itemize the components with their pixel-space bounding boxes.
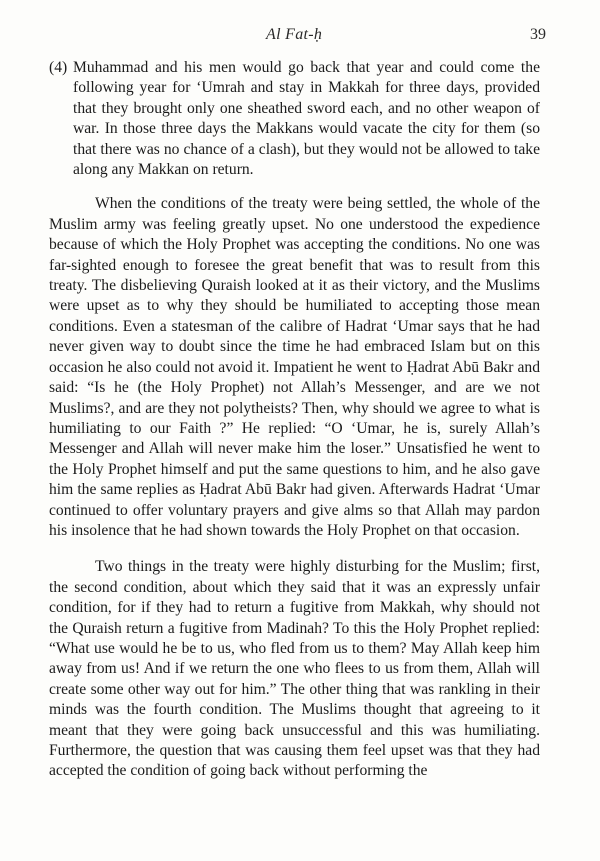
list-item-number: (4) (49, 59, 68, 76)
running-title: Al Fat-ḥ (266, 26, 323, 43)
page-number: 39 (530, 26, 546, 43)
body-text (49, 58, 540, 782)
list-item-condition-4 (49, 58, 540, 180)
running-header (48, 26, 548, 50)
paragraph: Two things in the treaty were highly disturbing for the Muslim; first, the second condition, about which they said that it was an expressly unfair condition, for if they had to return a fugitive from Makkah, why should not the Quraish return a fugitive from Madinah? To this the Holy Prophet replied: “What use would he be to us, who fled from us to them? May Allah keep him away from us! And if we return the one who flees to us from them, Allah will create some other way out for him.” The other thing that was rankling in their minds was the fourth condition. The Muslims thought that agreeing to it meant that they were going back unsuccessful and this was humiliating. Furthermore, the question that was causing them feel upset was that they had accepted the condition of going back without performing the (49, 558, 540, 780)
paragraph: When the conditions of the treaty were being settled, the whole of the Muslim army was feeling greatly upset. No one understood the expedience because of which the Holy Prophet was accepting the conditions. No one was far-sighted enough to foresee the great benefit that was to result from this treaty. The disbelieving Quraish looked at it as their victory, and the Muslims were upset as to why they should be humiliated to accepting those mean conditions. Even a statesman of the calibre of Hadrat ‘Umar says that he had never given way to doubt since the time he had embraced Islam but on this occasion he also could not avoid it. Impatient he went to Ḥadrat Abū Bakr and said: “Is he (the Holy Prophet) not Allah’s Messenger, and are we not Muslims?, and are they not polytheists? Then, why should we agree to what is humiliating to our Faith ?” He replied: “O ‘Umar, he is, surely Allah’s Messenger and Allah will never make him the loser.” Unsatisfied he went to the Holy Prophet himself and put the same questions to him, and he also gave him the same replies as Ḥadrat Abū Bakr had given. Afterwards Hadrat ‘Umar continued to offer voluntary prayers and give alms so that Allah may pardon his insolence that he had shown towards the Holy Prophet on that occasion. (49, 195, 540, 539)
list-item-text: Muhammad and his men would go back that year and could come the following year for ‘Umrah and stay in Makkah for three days, provided that they brought only one sheathed sword each, and no other weapon of war. In those three days the Makkans would vacate the city for them (so that there was no chance of a clash), but they would not be allowed to take along any Makkan on return. (73, 59, 540, 179)
